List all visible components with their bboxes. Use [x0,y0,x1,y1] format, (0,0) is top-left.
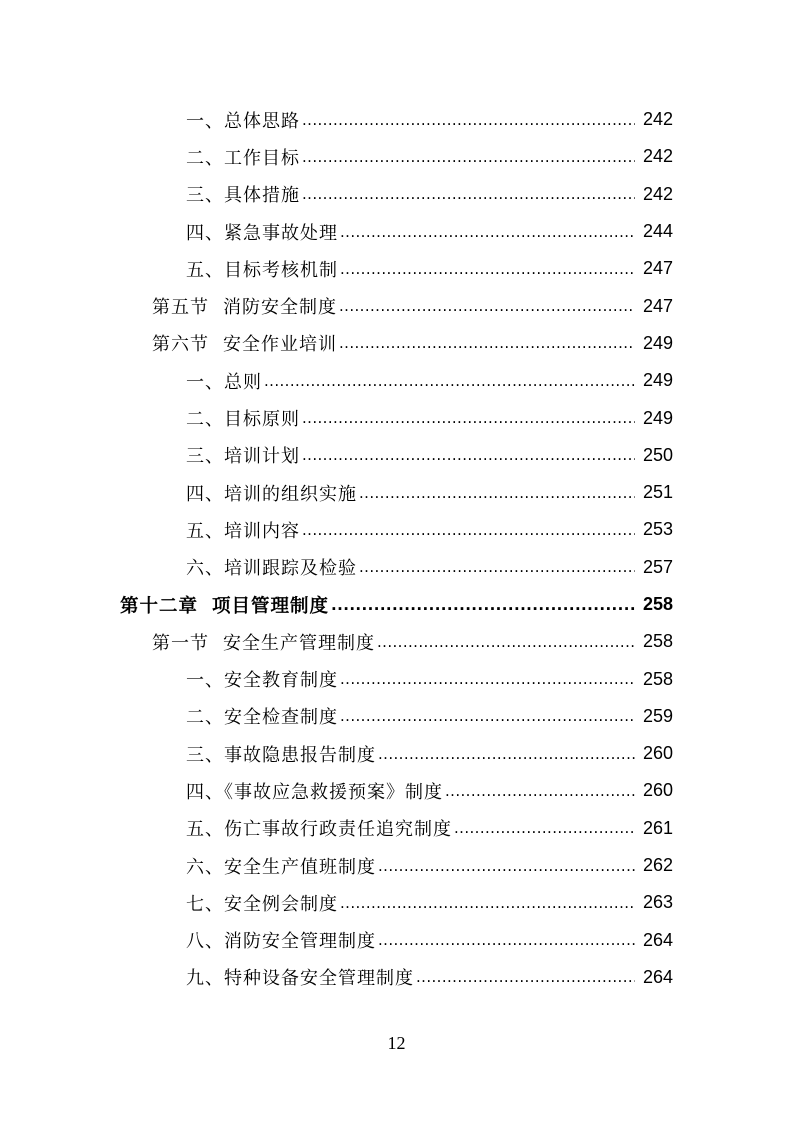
toc-entry-title [186,964,414,990]
toc-entry-title [152,629,375,655]
toc-entry-text: 消防安全制度 [223,297,337,319]
toc-entry-page: 242 [642,183,673,204]
toc-entry-page: 264 [642,929,673,950]
toc-entry-page: 242 [642,109,673,130]
toc-entry-page: 251 [642,482,673,503]
dot-leader [302,146,635,168]
toc-entry-title [186,144,300,170]
dot-leader [359,482,635,504]
toc-entry[interactable] [0,810,793,847]
toc-entry-title [186,703,338,729]
toc-entry-number: 二、 [186,147,224,169]
toc-entry-page: 264 [642,966,673,987]
toc-entry-number: 一、 [186,371,224,393]
toc-entry-text: 培训跟踪及检验 [224,558,357,580]
dot-leader [378,929,635,951]
toc-entry-page: 242 [642,146,673,167]
toc-entry-title [186,256,338,282]
toc-entry-text: 消防安全管理制度 [224,931,376,953]
toc-entry-number: 第五节 [152,297,209,319]
table-of-contents [0,101,793,996]
toc-entry[interactable] [0,623,793,660]
dot-leader [359,556,635,578]
toc-entry[interactable] [0,847,793,884]
toc-entry-text: 事故隐患报告制度 [224,744,376,766]
toc-entry-text: 《事故应急救援预案》制度 [224,781,443,803]
toc-entry-text: 伤亡事故行政责任追究制度 [224,819,452,841]
toc-entry-text: 安全教育制度 [224,670,338,692]
toc-entry-title [186,442,300,468]
toc-entry[interactable] [0,474,793,511]
toc-entry-title [186,815,452,841]
toc-entry-text: 安全检查制度 [224,707,338,729]
toc-entry[interactable] [0,884,793,921]
dot-leader [302,109,635,131]
toc-entry-page: 258 [642,668,673,689]
toc-entry-page: 247 [642,295,673,316]
toc-entry[interactable] [0,660,793,697]
dot-leader [302,444,635,466]
toc-entry-title [186,181,300,207]
toc-entry-number: 三、 [186,446,224,468]
toc-entry-page: 250 [642,444,673,465]
toc-entry-title [186,778,443,804]
toc-entry[interactable] [0,287,793,324]
dot-leader [454,817,635,839]
toc-entry[interactable] [0,138,793,175]
toc-entry-number: 二、 [186,707,224,729]
toc-entry-title [152,330,337,356]
dot-leader [302,519,635,541]
toc-entry-text: 培训计划 [224,446,300,468]
toc-entry-title [186,927,376,953]
toc-entry-number: 六、 [186,558,224,580]
toc-entry-page: 259 [642,705,673,726]
page-number: 12 [387,1033,406,1053]
toc-entry-title [186,741,376,767]
toc-entry-title [186,368,262,394]
toc-entry[interactable] [0,176,793,213]
toc-entry-number: 一、 [186,110,224,132]
toc-entry-page: 263 [642,892,673,913]
dot-leader [340,892,635,914]
toc-entry-title [186,890,338,916]
toc-entry-title [186,517,300,543]
toc-entry-text: 项目管理制度 [212,595,330,617]
toc-entry[interactable] [0,698,793,735]
toc-entry-text: 目标考核机制 [224,259,338,281]
toc-entry-number: 五、 [186,259,224,281]
dot-leader [264,370,635,392]
toc-entry-text: 总体思路 [224,110,300,132]
toc-entry-text: 紧急事故处理 [224,222,338,244]
toc-entry-text: 总则 [224,371,262,393]
toc-entry-number: 第一节 [152,632,209,654]
toc-entry[interactable] [0,325,793,362]
toc-entry-page: 258 [642,594,673,614]
dot-leader [378,743,635,765]
toc-entry-page: 249 [642,370,673,391]
toc-entry-page: 262 [642,855,673,876]
toc-entry-number: 一、 [186,670,224,692]
toc-entry-page: 258 [642,631,673,652]
toc-entry-page: 249 [642,407,673,428]
toc-entry[interactable] [0,586,793,623]
toc-entry-title [186,666,338,692]
toc-entry-title [186,853,376,879]
toc-entry-number: 四、 [186,222,224,244]
toc-entry-number: 四、 [186,781,224,803]
dot-leader [339,295,635,317]
toc-entry[interactable] [0,101,793,138]
dot-leader [302,407,635,429]
toc-entry-number: 第六节 [152,334,209,356]
toc-entry[interactable] [0,959,793,996]
toc-entry[interactable] [0,213,793,250]
toc-entry-text: 安全生产管理制度 [223,632,375,654]
toc-entry-page: 244 [642,221,673,242]
toc-entry-page: 260 [642,780,673,801]
toc-entry-title [186,107,300,133]
toc-entry-text: 培训的组织实施 [224,483,357,505]
toc-entry-number: 二、 [186,409,224,431]
toc-entry-text: 具体措施 [224,185,300,207]
toc-entry-number: 四、 [186,483,224,505]
toc-entry[interactable] [0,772,793,809]
dot-leader [340,221,635,243]
toc-entry-number: 九、 [186,968,224,990]
toc-entry-number: 三、 [186,744,224,766]
toc-entry-text: 目标原则 [224,409,300,431]
dot-leader [331,594,635,616]
toc-entry-page: 261 [642,817,673,838]
toc-entry-text: 安全例会制度 [224,893,338,915]
toc-entry-title [120,592,329,618]
toc-entry[interactable] [0,362,793,399]
toc-entry-page: 257 [642,556,673,577]
toc-entry-text: 培训内容 [224,520,300,542]
toc-entry-text: 工作目标 [224,147,300,169]
dot-leader [378,855,635,877]
toc-entry-page: 253 [642,519,673,540]
toc-entry[interactable] [0,511,793,548]
dot-leader [302,183,635,205]
toc-entry-page: 260 [642,743,673,764]
toc-entry-number: 五、 [186,819,224,841]
dot-leader [377,631,635,653]
toc-entry-title [186,405,300,431]
dot-leader [445,780,635,802]
toc-entry[interactable] [0,399,793,436]
toc-entry-number: 七、 [186,893,224,915]
toc-entry-number: 第十二章 [120,595,199,617]
toc-entry[interactable] [0,250,793,287]
toc-entry-page: 249 [642,332,673,353]
dot-leader [340,258,635,280]
toc-entry-title [186,554,357,580]
toc-entry-title [152,293,337,319]
toc-entry-number: 六、 [186,856,224,878]
dot-leader [340,705,635,727]
toc-entry-page: 247 [642,258,673,279]
toc-entry[interactable] [0,437,793,474]
toc-entry-number: 八、 [186,931,224,953]
toc-entry[interactable] [0,922,793,959]
toc-entry[interactable] [0,735,793,772]
toc-entry-text: 安全作业培训 [223,334,337,356]
toc-entry-text: 安全生产值班制度 [224,856,376,878]
toc-entry-number: 五、 [186,520,224,542]
dot-leader [339,332,635,354]
toc-entry-number: 三、 [186,185,224,207]
dot-leader [340,668,635,690]
dot-leader [416,966,635,988]
toc-entry[interactable] [0,549,793,586]
toc-entry-title [186,480,357,506]
toc-entry-title [186,219,338,245]
toc-entry-text: 特种设备安全管理制度 [224,968,414,990]
